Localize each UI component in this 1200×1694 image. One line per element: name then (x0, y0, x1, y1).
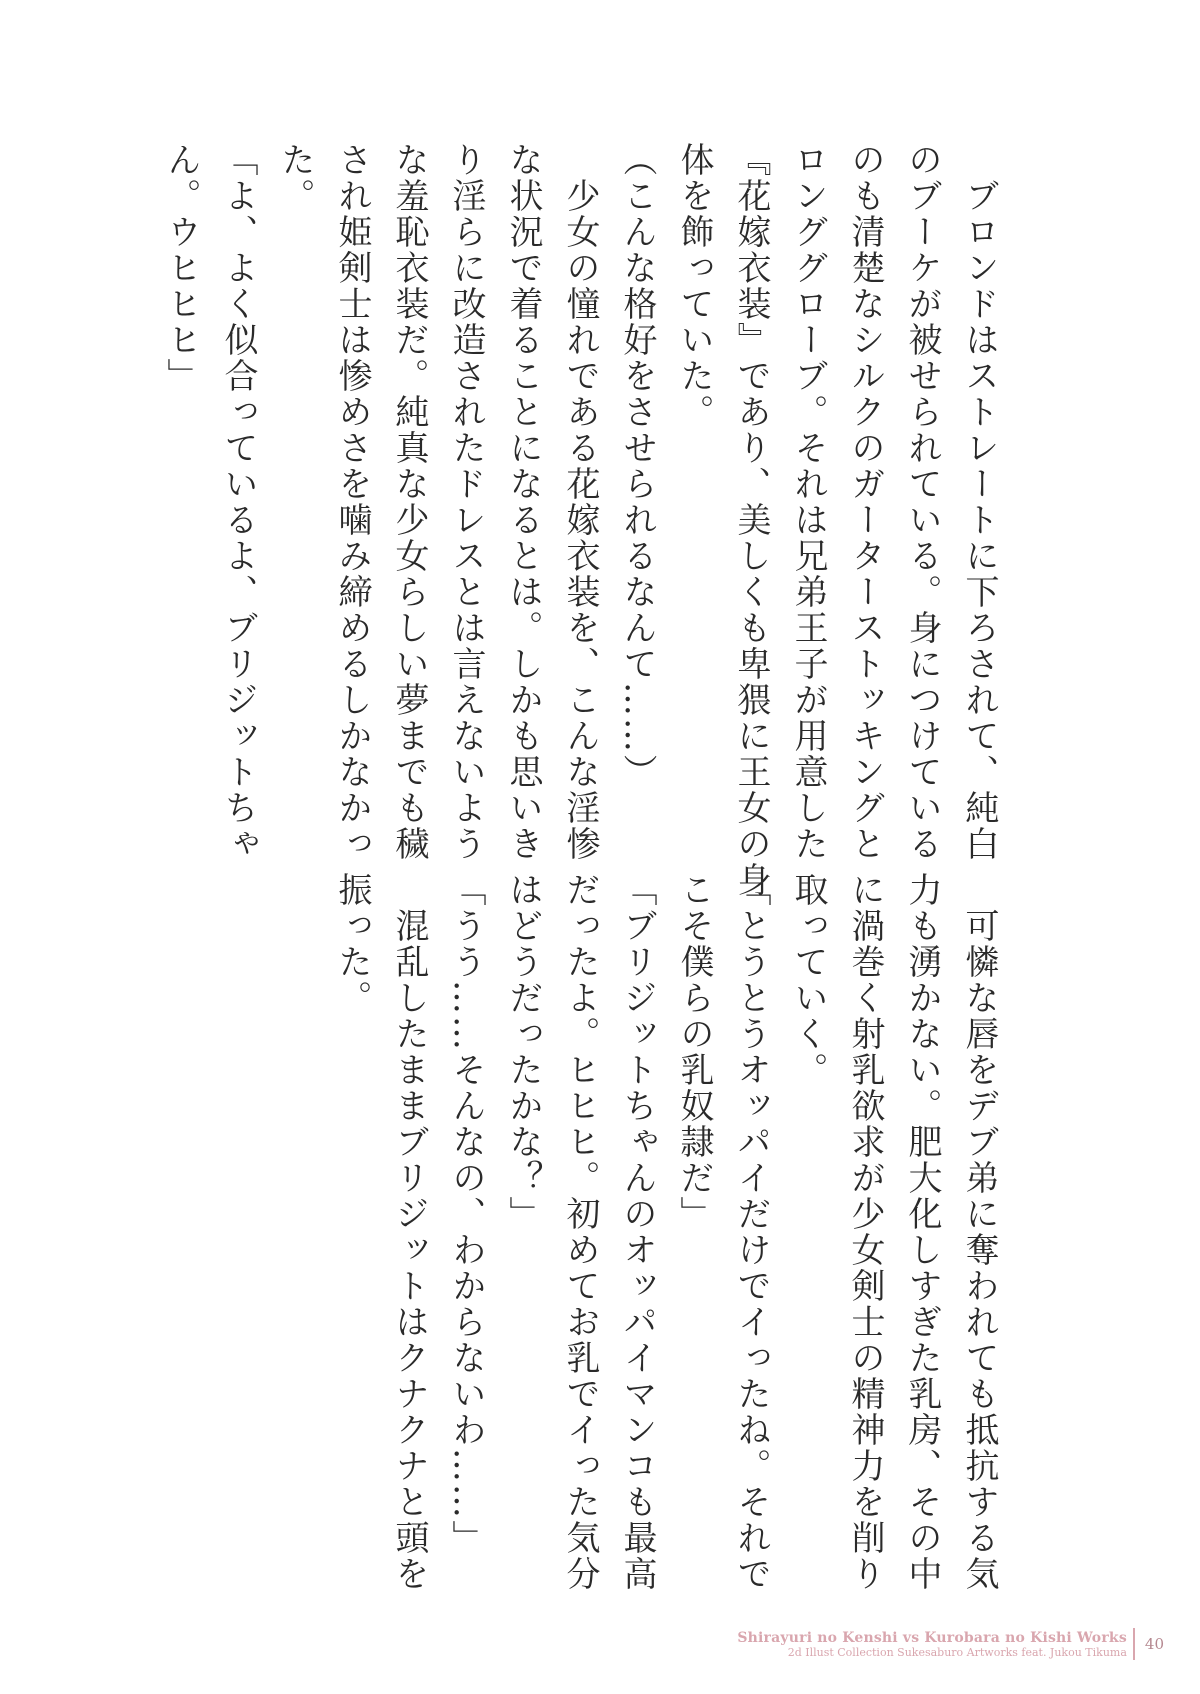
text-line: た。 (275, 142, 315, 214)
text-line: 『花嫁衣装』であり、美しくも卑猥に王女の身 (731, 142, 771, 898)
text-line: 可憐な唇をデブ弟に奪われても抵抗する気 (959, 872, 999, 1592)
page-footer (737, 1628, 1164, 1660)
text-line: ブロンドはストレートに下ろされて、純白 (959, 142, 999, 862)
footer-title: Shirayuri no Kenshi vs Kurobara no Kishi Works (737, 1629, 1127, 1646)
text-line: （こんな格好をさせられるなんて……） (617, 142, 657, 790)
text-line: 体を飾っていた。 (674, 142, 714, 430)
text-line: 「うう……そんなの、わからないわ……」 (446, 872, 486, 1556)
text-line: され姫剣士は惨めさを噛み締めるしかなかっ (332, 142, 372, 862)
text-line: だったよ。ヒヒヒ。初めてお乳でイった気分 (560, 872, 600, 1592)
page-number: 40 (1144, 1635, 1164, 1653)
lower-passage (323, 872, 1007, 1592)
text-line: 「とうとうオッパイだけでイったね。それで (731, 872, 771, 1592)
text-line: に渦巻く射乳欲求が少女剣士の精神力を削り (845, 872, 885, 1592)
text-line: な羞恥衣装だ。純真な少女らしい夢までも穢 (389, 142, 429, 862)
text-line: 「よ、よく似合っているよ、ブリジットちゃ (218, 142, 258, 862)
text-line: 振った。 (332, 872, 372, 1016)
text-line: のも清楚なシルクのガーターストッキングと (845, 142, 885, 862)
text-line: ロンググローブ。それは兄弟王子が用意した (788, 142, 828, 862)
text-line: な状況で着ることになるとは。しかも思いき (503, 142, 543, 862)
upper-passage (152, 142, 1007, 898)
text-line: はどうだったかな？」 (503, 872, 543, 1232)
footer-subtitle: 2d Illust Collection Sukesaburo Artworks feat. Jukou Tikuma (787, 1645, 1127, 1659)
text-line: のブーケが被せられている。身につけている (902, 142, 942, 862)
text-line: り淫らに改造されたドレスとは言えないよう (446, 142, 486, 862)
text-line: こそ僕らの乳奴隷だ」 (674, 872, 714, 1232)
text-line: 力も湧かない。肥大化しすぎた乳房、その中 (902, 872, 942, 1592)
text-line: 混乱したままブリジットはクナクナと頭を (389, 872, 429, 1592)
text-line: 取っていく。 (788, 872, 828, 1088)
text-line: ん。ウヒヒヒ」 (161, 142, 201, 394)
text-line: 少女の憧れである花嫁衣装を、こんな淫惨 (560, 142, 600, 862)
footer-divider (1133, 1628, 1135, 1660)
footer-titles (737, 1630, 1127, 1659)
text-line: 「ブリジットちゃんのオッパイマンコも最高 (617, 872, 657, 1592)
